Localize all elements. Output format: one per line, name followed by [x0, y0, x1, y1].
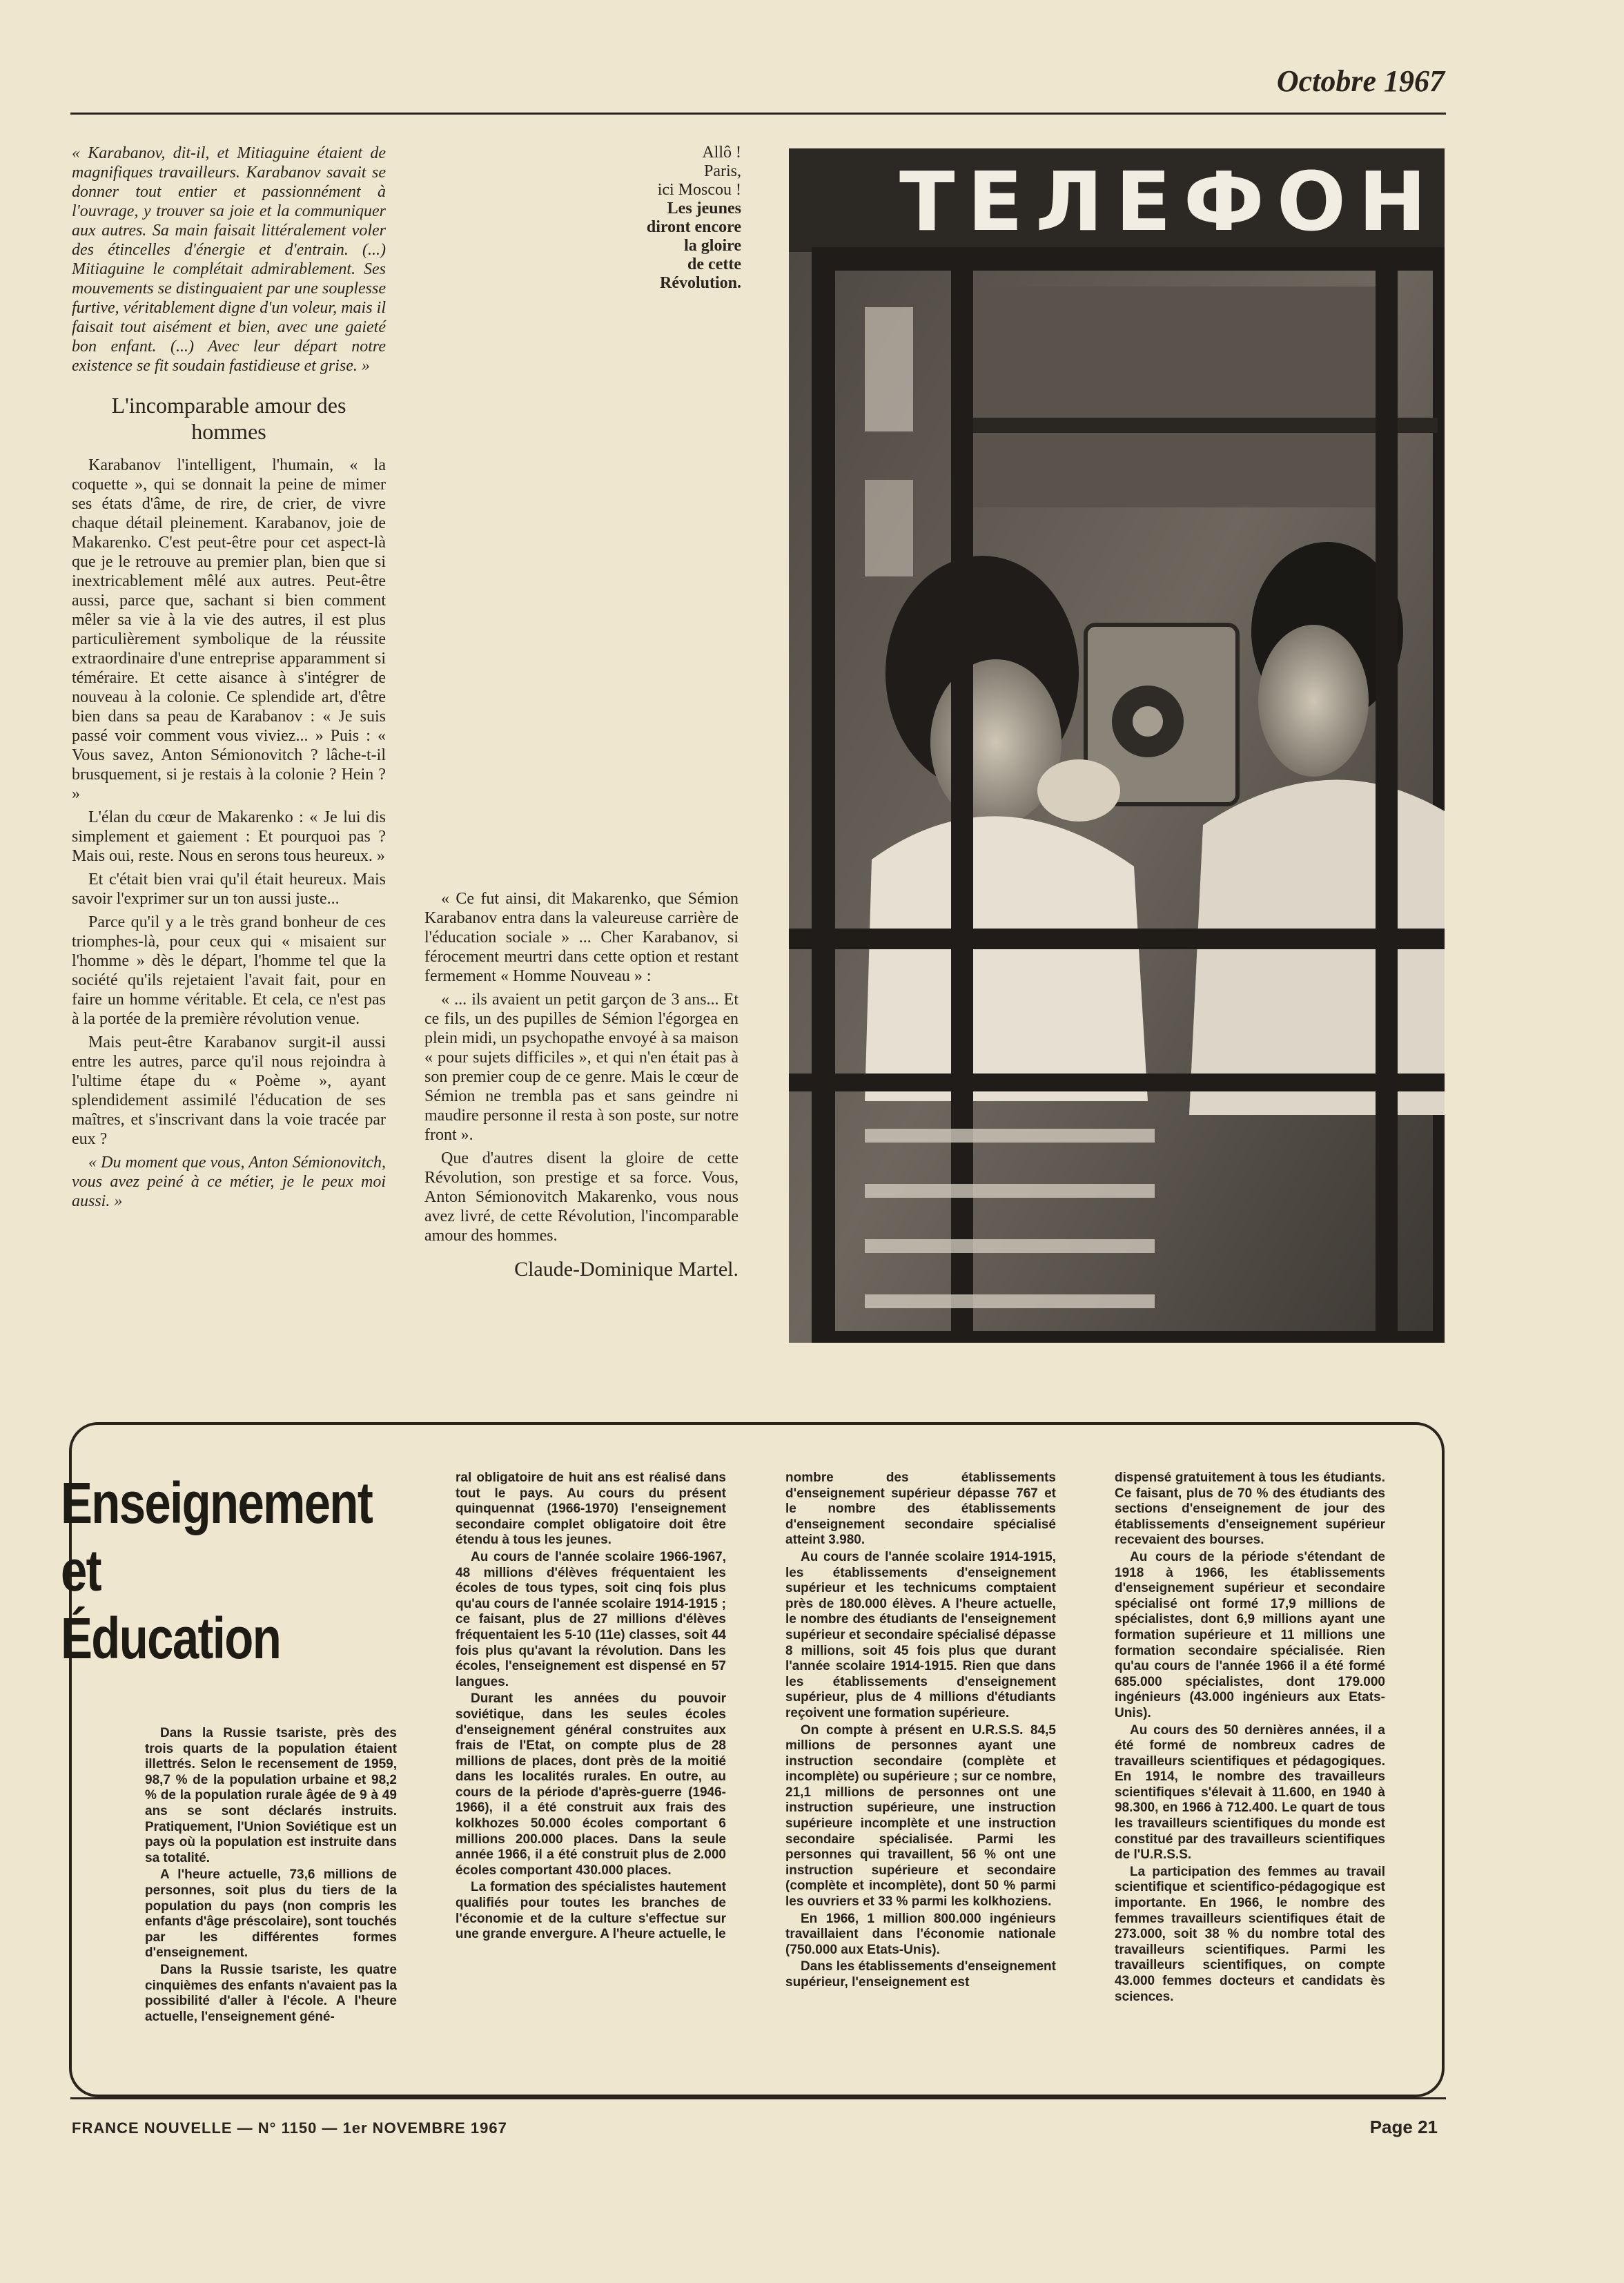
box-column-4	[1115, 1470, 1385, 2006]
footer-rule	[70, 2097, 1446, 2099]
caption-bold-line: diront encore	[646, 218, 741, 236]
caption-bold-line: Révolution.	[659, 274, 741, 292]
box-column-2	[456, 1470, 726, 1944]
box-paragraph: La formation des spécialistes hautement qualifiés pour toutes les branches de l'économie et de la culture s'effectue sur une grande envergure. A l'heure actuelle, le	[456, 1880, 726, 1942]
box-paragraph: Au cours des 50 dernières années, il a été formé de nombreux cadres de travailleurs scientifiques et pédagogiques. En 1914, le nombre des travailleurs scientifiques s'élevait à 11.600, en 1940 à 98.300, en 1966 à 712.400. Le quart de tous les travailleurs scientifiques du monde est constitué par des travailleurs scientifiques de l'U.R.S.S.	[1115, 1722, 1385, 1863]
box-paragraph: La participation des femmes au travail scientifique et scientifico-pédagogique est importante. En 1966, le nombre des femmes travailleurs scientifiques était de 273.000, soit 38 % du nombre total des travailleurs scientifiques. Parmi les travailleurs scientifiques, on compte 43.000 femmes docteurs et candidats ès sciences.	[1115, 1864, 1385, 2004]
middle-column	[424, 889, 738, 1285]
caption-line: Paris,	[704, 162, 741, 180]
left-paragraph: Karabanov l'intelligent, l'humain, « la coquette », qui se donnait la peine de mimer ses états d'âme, de rire, de crier, de vivre chaque détail pleinement. Karabanov, joie de Makarenko. C'est peut-être pour cet aspect-là que je le retrouve au premier plan, bien que si inextricablement mêlé aux autres. Peut-être aussi, parce que, sachant si bien comment mêler sa vie à la vie des autres, il est plus particulièrement symbolique de la réussite extraordinaire d'une entreprise apparamment si téméraire. Et cette aisance à s'intégrer de nouveau à la colonie. Ce splendide art, d'être bien dans sa peau de Karabanov : « Je suis passé voir comment vous viviez... » Puis : « Vous savez, Anton Sémionovitch ? lâche-t-il brusquement, si je restais à la colonie ? Hein ? »	[72, 456, 386, 803]
left-paragraph: L'élan du cœur de Makarenko : « Je lui dis simplement et gaiement : Et pourquoi pas ? Mais oui, reste. Nous en serons tous heureux. »	[72, 808, 386, 865]
box-paragraph: On compte à présent en U.R.S.S. 84,5 millions de personnes ayant une instruction secondaire (complète et incomplète) ou supérieure ; sur ce nombre, 21,1 millions de personnes ont une instruction supérieure, une instruction supérieure incomplète et une instruction secondaire spécialisée. Parmi les personnes qui travaillent, 56 % ont une instruction supérieure et secondaire (complète et incomplète), dont 50 % parmi les ouvriers et 33 % parmi les kolkhoziens.	[785, 1722, 1056, 1910]
left-column	[72, 144, 386, 1215]
box-paragraph: nombre des établissements d'enseignement supérieur dépasse 767 et le nombre des établissements d'enseignement secondaire spécialisé atteint 3.980.	[785, 1470, 1056, 1548]
box-paragraph: A l'heure actuelle, 73,6 millions de personnes, soit plus du tiers de la population du pays (non compris les enfants d'âge préscolaire), sont touchés par les différentes formes d'enseignement.	[145, 1867, 397, 1961]
footer-publication: FRANCE NOUVELLE — N° 1150 — 1er NOVEMBRE 1967	[72, 2119, 507, 2137]
box-paragraph: Dans les établissements d'enseignement supérieur, l'enseignement est	[785, 1959, 1056, 1990]
caption-bold-line: Les jeunes	[667, 200, 741, 217]
left-paragraph: « Du moment que vous, Anton Sémionovitch, vous avez peiné à ce métier, je le peux moi aussi. »	[72, 1154, 386, 1210]
box-paragraph: Dans la Russie tsariste, les quatre cinquièmes des enfants n'avaient pas la possibilité d'aller à l'école. A l'heure actuelle, l'enseignement géné-	[145, 1962, 397, 2024]
box-paragraph: Dans la Russie tsariste, près des trois quarts de la population étaient illettrés. Selon le recensement de 1959, 98,7 % de la population urbaine et 98,2 % de la population rurale âgée de 9 à 49 ans se sont déclarés instruits. Pratiquement, l'Union Soviétique est un pays où la population est instruite dans sa totalité.	[145, 1726, 397, 1865]
box-paragraph: ral obligatoire de huit ans est réalisé dans tout le pays. Au cours du présent quinquennat (1966-1970) l'enseignement secondaire complet obligatoire doit être étendu à tous les jeunes.	[456, 1470, 726, 1548]
phone-sign-text: ТЕЛЕФОН	[899, 154, 1439, 249]
section-heading: L'incomparable amour des hommes	[111, 393, 346, 444]
telephone-booth-photo	[789, 148, 1445, 1343]
page-number: Page 21	[1369, 2117, 1438, 2137]
box-column-1	[145, 1726, 397, 2026]
box-paragraph: En 1966, 1 million 800.000 ingénieurs travaillaient dans l'économie nationale (750.000 aux Etats-Unis).	[785, 1911, 1056, 1957]
caption-bold-line: la gloire	[684, 237, 741, 255]
box-title-line: Enseignement	[61, 1470, 373, 1535]
author-signature: Claude-Dominique Martel.	[514, 1258, 738, 1281]
left-paragraph: Parce qu'il y a le très grand bonheur de ces triomphes-là, pour ceux qui « misaient sur l'homme » dès le départ, l'homme tel que la société qu'ils rejetaient l'avait fait, pour en faire un homme véritable. Et cela, ce n'est pas à la portée de la première révolution venue.	[72, 913, 386, 1028]
caption-line: Allô !	[702, 144, 741, 162]
box-paragraph: dispensé gratuitement à tous les étudiants. Ce faisant, plus de 70 % des étudiants des sections d'enseignement de jour des établissements d'enseignement supérieur recevaient des bourses.	[1115, 1470, 1385, 1548]
left-paragraph: Mais peut-être Karabanov surgit-il aussi entre les autres, parce qu'il nous rejoindra à l'ultime étape du « Poème », ayant splendidement assimilé l'éducation de ses maîtres, et s'inscrivant dans la voie tracée par eux ?	[72, 1033, 386, 1148]
box-title-line: et	[61, 1538, 101, 1603]
left-paragraph: Et c'était bien vrai qu'il était heureux. Mais savoir l'exprimer sur un ton aussi juste...	[72, 871, 386, 908]
middle-paragraph: « ... ils avaient un petit garçon de 3 ans... Et ce fils, un des pupilles de Sémion l'égorgea en plein midi, un psychopathe envoyé à sa maison « pour sujets difficiles », et qui n'en était pas à son premier coup de ce genre. Mais le cœur de Sémion ne trembla pas et sans geindre ni maudire personne il resta à son poste, sur notre front ».	[424, 991, 738, 1144]
box-title	[61, 1469, 373, 1672]
caption-bold-line: de cette	[687, 255, 741, 273]
caption-line: ici Moscou !	[657, 181, 741, 199]
box-paragraph: Au cours de la période s'étendant de 1918 à 1966, les établissements d'enseignement supérieur et secondaire spécialisé ont formé 17,9 millions de spécialistes, dont 6,9 millions ayant une formation supérieure et 11 millions une formation secondaire spécialisée. Rien qu'au cours de l'année 1966 il a été formé 685.000 spécialistes, dont 179.000 ingénieurs (43.000 ingénieurs aux Etats-Unis).	[1115, 1549, 1385, 1720]
header-date: Octobre 1967	[1276, 64, 1445, 98]
opening-quote: « Karabanov, dit-il, et Mitiaguine étaient de magnifiques travailleurs. Karabanov savait se donner tout entier et passionnément à l'ouvrage, y trouver sa joie et la communiquer aux autres. Sa main faisait littéralement voler des étincelles d'énergie et d'entrain. (...) Mitiaguine le complétait admirablement. Ses mouvements se distinguaient par une souplesse furtive, véritablement digne d'un voleur, mais il faisait tout aisément et bien, avec une gaieté bon enfant. (...) Avec leur départ notre existence se fit soudain fastidieuse et grise. »	[72, 144, 386, 375]
box-paragraph: Durant les années du pouvoir soviétique, dans les seules écoles d'enseignement général construites aux frais de l'Etat, on compte plus de 28 millions de places, dont près de la moitié dans les localités rurales. En outre, au cours de la période d'après-guerre (1946-1966), il a été construit aux frais des kolkhozes 50.000 écoles comportant 6 millions 200.000 places. Dans la seule année 1966, il a été construit plus de 2.000 écoles comportant 430.000 places.	[456, 1691, 726, 1878]
box-paragraph: Au cours de l'année scolaire 1914-1915, les établissements d'enseignement supérieur et les technicums comptaient près de 180.000 élèves. A l'heure actuelle, le nombre des étudiants de l'enseignement supérieur et secondaire spécialisé dépasse 8 millions, soit 45 fois plus que durant l'année scolaire 1914-1915. Rien que dans les établissements d'enseignement supérieur, plus de 4 millions d'étudiants reçoivent une formation supérieure.	[785, 1549, 1056, 1720]
photo-caption	[600, 144, 741, 293]
box-paragraph: Au cours de l'année scolaire 1966-1967, 48 millions d'élèves fréquentaient les écoles de tous types, soit cinq fois plus qu'au cours de l'année scolaire 1914-1915 ; ce faisant, plus de 27 millions d'élèves fréquentaient les 5-10 (11e) classes, soit 44 fois plus qu'avant la révolution. Dans les écoles, l'enseignement est dispensé en 57 langues.	[456, 1549, 726, 1689]
header-rule	[70, 113, 1446, 115]
middle-paragraph: Que d'autres disent la gloire de cette Révolution, son prestige et sa force. Vous, Anton Sémionovitch Makarenko, vous nous avez livré, de cette Révolution, l'incomparable amour des hommes.	[424, 1149, 738, 1245]
middle-paragraph: « Ce fut ainsi, dit Makarenko, que Sémion Karabanov entra dans la valeureuse carrière de l'éducation sociale » ... Cher Karabanov, si férocement meurtri dans cette option et restant fermement « Homme Nouveau » :	[424, 890, 738, 985]
box-title-line: Éducation	[61, 1606, 281, 1671]
box-column-3	[785, 1470, 1056, 1992]
